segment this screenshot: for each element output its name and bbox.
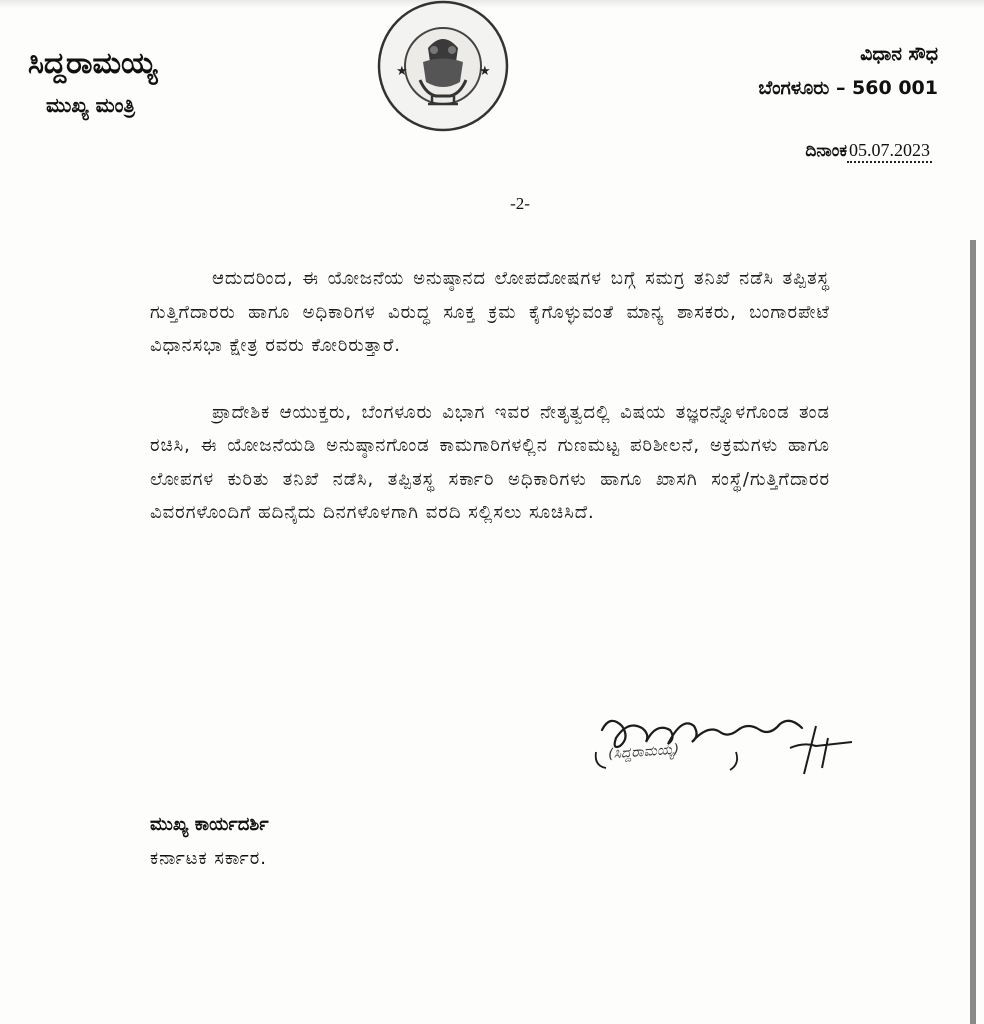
address-line-1: ವಿಧಾನ ಸೌಧ [860, 43, 938, 65]
sender-name: ಸಿದ್ದರಾಮಯ್ಯ [28, 46, 158, 81]
page-number: -2- [510, 194, 530, 213]
recipient-title: ಮುಖ್ಯ ಕಾರ್ಯದರ್ಶಿ [150, 814, 269, 835]
state-emblem-icon [376, 0, 510, 136]
sender-designation: ಮುಖ್ಯ ಮಂತ್ರಿ [46, 93, 135, 117]
letter-body [150, 262, 830, 563]
svg-text:★: ★ [396, 64, 408, 79]
date-label: ದಿನಾಂಕ [805, 141, 847, 161]
recipient-organisation: ಕರ್ನಾಟಕ ಸರ್ಕಾರ. [150, 848, 267, 869]
svg-text:★: ★ [479, 64, 491, 79]
body-paragraph-2: ಪ್ರಾದೇಶಿಕ ಆಯುಕ್ತರು, ಬೆಂಗಳೂರು ವಿಭಾಗ ಇವರ ನೇತೃತ್ವದಲ್ಲಿ ವಿಷಯ ತಜ್ಞರನ್ನೊಳಗೊಂಡ ತಂಡ ರಚಿಸಿ, ಈ ಯೋಜನೆಯಡಿ ಅನುಷ್ಠಾನಗೊಂಡ ಕಾಮಗಾರಿಗಳಲ್ಲಿನ ಗುಣಮಟ್ಟ ಪರಿಶೀಲನೆ, ಅಕ್ರಮಗಳು ಹಾಗೂ ಲೋಪಗಳ ಕುರಿತು ತನಿಖೆ ನಡೆಸಿ, ತಪ್ಪಿತಸ್ಥ ಸರ್ಕಾರಿ ಅಧಿಕಾರಿಗಳು ಹಾಗೂ ಖಾಸಗಿ ಸಂಸ್ಥೆ/ಗುತ್ತಿಗೆದಾರರ ವಿವರಗಳೊಂದಿಗೆ ಹದಿನೈದು ದಿನಗಳೊಳಗಾಗಿ ವರದಿ ಸಲ್ಲಿಸಲು ಸೂಚಿಸಿದೆ. [150, 401, 830, 523]
date-row [805, 138, 932, 163]
scan-right-edge [970, 240, 976, 1024]
body-paragraph-1: ಆದುದರಿಂದ, ಈ ಯೋಜನೆಯ ಅನುಷ್ಠಾನದ ಲೋಪದೋಷಗಳ ಬಗ್ಗೆ ಸಮಗ್ರ ತನಿಖೆ ನಡೆಸಿ ತಪ್ಪಿತಸ್ಥ ಗುತ್ತಿಗೆದಾರರು ಹಾಗೂ ಅಧಿಕಾರಿಗಳ ವಿರುದ್ಧ ಸೂಕ್ತ ಕ್ರಮ ಕೈಗೊಳ್ಳುವಂತೆ ಮಾನ್ಯ ಶಾಸಕರು, ಬಂಗಾರಪೇಟೆ ವಿಧಾನಸಭಾ ಕ್ಷೇತ್ರ ರವರು ಕೋರಿರುತ್ತಾರೆ. [150, 268, 830, 356]
date-value: 05.07.2023 [847, 140, 932, 163]
address-line-2: ಬೆಂಗಳೂರು – 560 001 [758, 77, 938, 99]
signatory-name: (ಸಿದ್ದರಾಮಯ್ಯ) [607, 741, 680, 763]
